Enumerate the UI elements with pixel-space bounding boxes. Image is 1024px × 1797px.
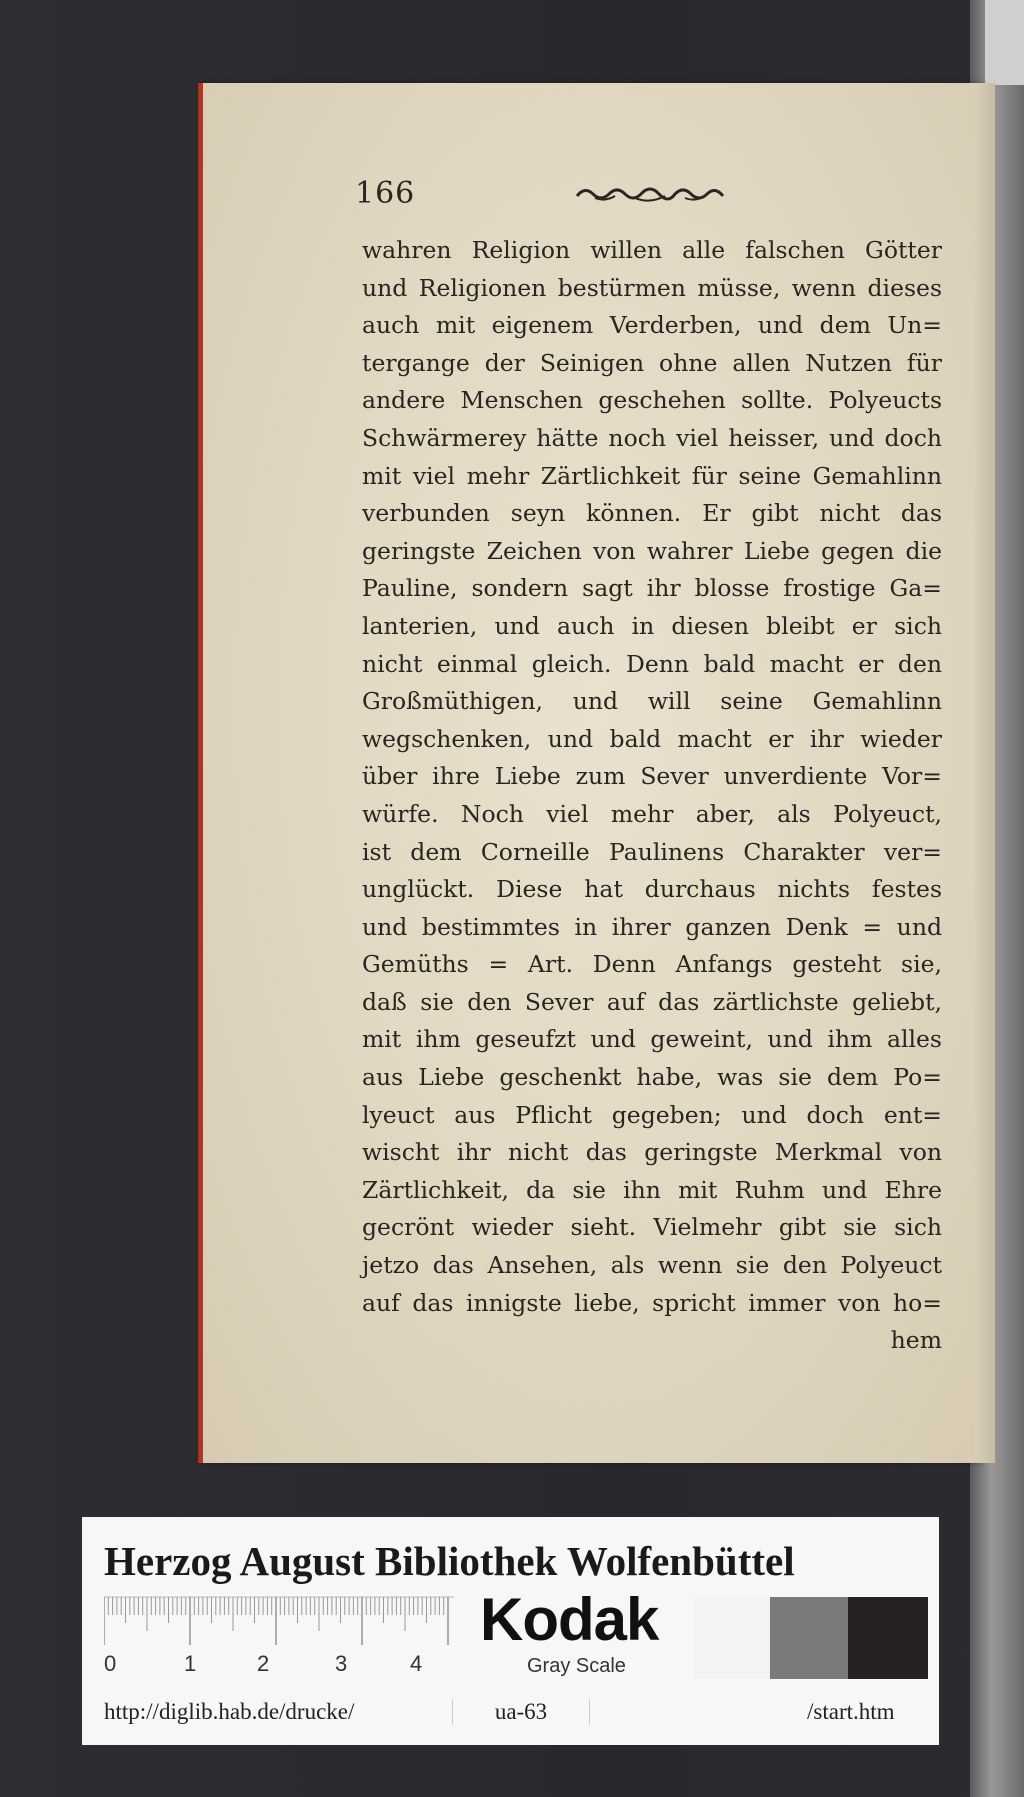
url-base: http://diglib.hab.de/drucke/ <box>104 1699 355 1724</box>
text-line: verbunden seyn können. Er gibt nicht das <box>362 499 942 528</box>
text-line: auch mit eigenem Verderben, und dem Un= <box>362 311 942 340</box>
url-suffix: /start.htm <box>807 1699 895 1724</box>
text-line: wegschenken, und bald macht er ihr wieder <box>362 724 942 753</box>
text-line: tergange der Seinigen ohne allen Nutzen für <box>362 348 942 377</box>
text-line: und Religionen bestürmen müsse, wenn dieses <box>362 273 942 302</box>
institution-name: Herzog August Bibliothek Wolfenbüttel <box>104 1538 795 1584</box>
text-line: mit ihm geseufzt und geweint, und ihm alles <box>362 1025 942 1054</box>
text-line: andere Menschen geschehen sollte. Polyeucts <box>362 386 942 415</box>
text-line: lyeuct aus Pflicht gegeben; und doch ent= <box>362 1100 942 1129</box>
text-line: gecrönt wieder sieht. Vielmehr gibt sie sich <box>362 1213 942 1242</box>
gray-scale-label: Gray Scale <box>527 1655 626 1677</box>
ruler-number: 4 <box>410 1651 423 1676</box>
text-line: daß sie den Sever auf das zärtlichste geliebt, <box>362 987 942 1016</box>
ruler-scale <box>104 1595 454 1655</box>
page-fore-edge <box>975 83 995 1463</box>
scanner-edge-light <box>985 0 1024 85</box>
text-line: auf das innigste liebe, spricht immer von ho= <box>362 1288 942 1317</box>
text-line: über ihre Liebe zum Sever unverdiente Vor= <box>362 762 942 791</box>
catchword: hem <box>890 1326 942 1355</box>
text-line: geringste Zeichen von wahrer Liebe gegen die <box>362 536 942 565</box>
text-line: und bestimmtes in ihrer ganzen Denk = und <box>362 912 942 941</box>
text-line: würfe. Noch viel mehr aber, als Polyeuct, <box>362 799 942 828</box>
gray-swatch-mid <box>770 1597 848 1679</box>
gray-swatch-dark <box>848 1597 928 1679</box>
text-line: aus Liebe geschenkt habe, was sie dem Po= <box>362 1063 942 1092</box>
kodak-logo: Kodak <box>480 1586 659 1653</box>
text-line: unglückt. Diese hat durchaus nichts festes <box>362 875 942 904</box>
text-line: wahren Religion willen alle falschen Götter <box>362 236 942 264</box>
ruler-number: 2 <box>257 1651 270 1676</box>
header-ornament <box>575 182 725 204</box>
gray-swatch-light <box>694 1597 770 1679</box>
text-line: Zärtlichkeit, da sie ihn mit Ruhm und Ehre <box>362 1175 942 1204</box>
text-line: mit viel mehr Zärtlichkeit für seine Gemahlinn <box>362 461 942 490</box>
calibration-target <box>82 1517 939 1745</box>
text-line: wischt ihr nicht das geringste Merkmal von <box>362 1138 942 1167</box>
body-text <box>362 232 942 1360</box>
text-line: nicht einmal gleich. Denn bald macht er den <box>362 649 942 678</box>
ruler-number: 3 <box>335 1651 348 1676</box>
text-line: Gemüths = Art. Denn Anfangs gesteht sie, <box>362 950 942 979</box>
text-line: Großmüthigen, und will seine Gemahlinn <box>362 687 942 716</box>
ruler-number: 1 <box>184 1651 197 1676</box>
text-line: ist dem Corneille Paulinens Charakter ver= <box>362 837 942 866</box>
page-number: 166 <box>355 176 416 211</box>
url-id: ua-63 <box>452 1699 590 1725</box>
text-line: Schwärmerey hätte noch viel heisser, und doch <box>362 423 942 452</box>
ruler-number: 0 <box>104 1651 117 1676</box>
text-line: jetzo das Ansehen, als wenn sie den Polyeuct <box>362 1251 942 1280</box>
text-line: Pauline, sondern sagt ihr blosse frostige Ga= <box>362 574 942 603</box>
text-line: lanterien, und auch in diesen bleibt er sich <box>362 611 942 640</box>
